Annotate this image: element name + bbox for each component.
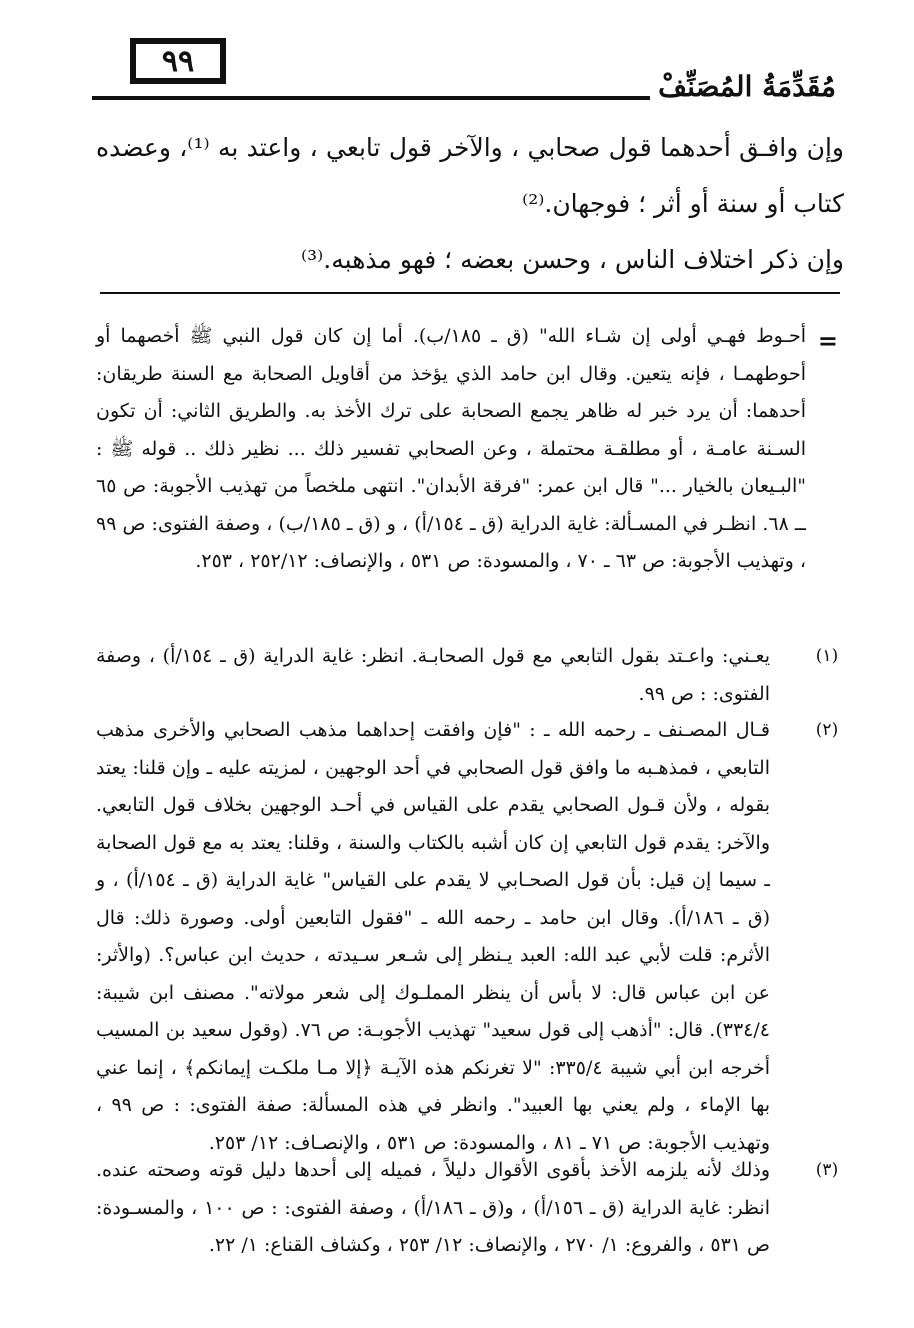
footnote-number: (٣) — [815, 1160, 839, 1180]
main-paragraph-2: وإن ذكر اختلاف الناس ، وحسن بعضه ؛ فهو مذهبه.⁽³⁾ — [300, 245, 844, 274]
continuation-marker: = — [817, 326, 838, 355]
page-number: ٩٩ — [161, 43, 195, 79]
main-paragraph-1: وإن وافـق أحدهما قول صحابي ، والآخر قول تابعي ، واعتد به ⁽¹⁾، وعضده كتاب أو سنة أو أثر ؛ فوجهان.⁽²⁾ — [96, 133, 844, 218]
footnote-continuation: أحـوط فهـي أولى إن شـاء الله" (ق ـ ١٨٥/ب). أما إن كان قول النبي ﷺ أخصهما أو أحوطهمـا ، فإنه يتعين. وقال ابن حامد الذي يؤخذ من أقاويل الصحابة مع السنة طريقان: أحدهما: أن يرد خبر له ظاهر يجمع الصحابة على ترك الأخذ به. والطريق الثاني: أن تكون السـنة عامـة ، أو مطلقـة محتملة ، وعن الصحابي تفسير ذلك ... نظير ذلك .. قوله ﷺ : "البـيعان بالخيار ..." قال ابن عمر: "فرقة الأبدان". انتهى ملخصاً من تهذيب الأجوبة: ص ٦٥ ــ ٦٨. انظـر في المسـألة: غاية الدراية (ق ـ ١٥٤/أ) ، و (ق ـ ١٨٥/ب) ، وصفة الفتوى: ص ٩٩ ، وتهذيب الأجوبة: ص ٦٣ ـ ٧٠ ، والمسودة: ص ٥٣١ ، والإنصاف: ٢٥٢/١٢ ، ٢٥٣. — [96, 325, 806, 572]
footnote-number: (٢) — [815, 720, 839, 740]
footnote-text: قـال المصـنف ـ رحمه الله ـ : "فإن وافقت إحداهما مذهب الصحابي والأخرى مذهب التابعي ، فمذهـبه ما وافق قول الصحابي في أحد الوجهين ، لمزيته عليه ـ وإن قلنا: يعتد بقوله ، ولأن قـول الصحابي يقدم على القياس في أحـد الوجهين بخلاف قول التابعي. والآخر: يقدم قول التابعي إن كان أشبه بالكتاب والسنة ، وقلنا: يعتد به مع قول الصحابة ـ سيما إن قيل: بأن قول الصحـابي لا يقدم على القياس" غاية الدراية (ق ـ ١٥٤/أ) ، و (ق ـ ١٨٦/أ). وقال ابن حامد ـ رحمه الله ـ "فقول التابعين أولى. وصورة ذلك: قال الأثرم: قلت لأبي عبد الله: العبد يـنظر إلى شـعر سـيدته ، حديث ابن عباس؟. (والأثر: عن ابن عباس قال: لا بأس أن ينظر المملـوك إلى شعر مولاته". مصنف ابن شيبة: ٣٣٤/٤). قال: "أذهب إلى قول سعيد" تهذيب الأجوبـة: ص ٧٦. (وقول سعيد بن المسيب أخرجه ابن أبي شيبة ٣٣٥/٤: "لا تغرنكم هذه الآيـة ﴿إلا مـا ملكـت إيمانكم﴾ ، إنما عني بها الإماء ، ولم يعني بها العبيد". وانظر في هذه المسألة: صفة الفتوى: : ص ٩٩ ، وتهذيب الأجوبة: ص ٧١ ـ ٨١ ، والمسودة: ص ٥٣١ ، والإنصـاف: ١٢/ ٢٥٣. — [96, 719, 770, 1154]
footnote-2 — [96, 712, 844, 1162]
footnote-number: (١) — [815, 646, 839, 666]
footnote-text: يعـني: واعـتد بقول التابعي مع قول الصحابـة. انظر: غاية الدراية (ق ـ ١٥٤/أ) ، وصفة الفتوى: : ص ٩٩. — [96, 645, 770, 705]
footnote-1 — [96, 638, 844, 713]
running-header-title: مُقَدِّمَةُ المُصَنِّفْ — [650, 70, 844, 103]
footnote-3 — [96, 1152, 844, 1265]
page-number-box — [130, 38, 226, 84]
main-text — [96, 120, 844, 288]
footnote-text: وذلك لأنه يلزمه الأخذ بأقوى الأقوال دليلاً ، فميله إلى أحدها دليل قوته وصحته عنده. انظر: غاية الدراية (ق ـ ١٥٦/أ) ، و(ق ـ ١٨٦/أ) ، وصفة الفتوى: : ص ١٠٠ ، والمسـودة: ص ٥٣١ ، والفروع: ١/ ٢٧٠ ، والإنصاف: ١٢/ ٢٥٣ ، وكشاف القناع: ١/ ٢٢. — [96, 1159, 770, 1256]
footnote-separator — [100, 292, 840, 294]
